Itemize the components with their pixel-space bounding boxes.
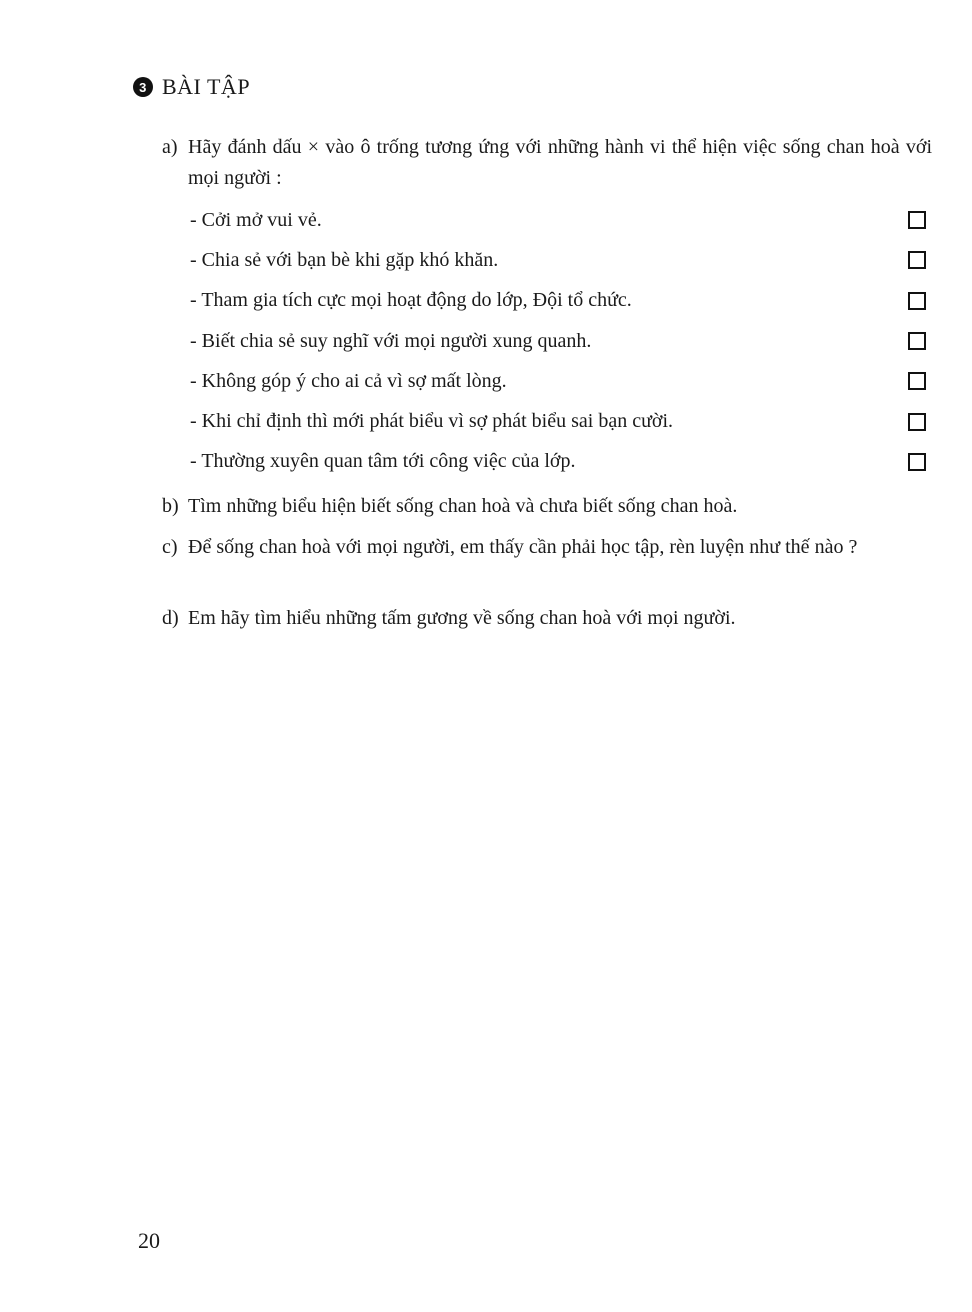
answer-checkbox[interactable] <box>908 211 926 229</box>
page-number: 20 <box>138 1228 160 1253</box>
list-item <box>190 321 928 361</box>
list-item <box>190 401 928 441</box>
section-title: BÀI TẬP <box>162 74 251 99</box>
item-text: - Không góp ý cho ai cả vì sợ mất lòng. <box>190 370 507 393</box>
exercise-d-text: Em hãy tìm hiểu những tấm gương về sống chan hoà với mọi người. <box>188 607 736 629</box>
list-item <box>190 281 928 321</box>
answer-checkbox[interactable] <box>908 292 926 310</box>
exercise-d-marker: d) <box>162 607 179 629</box>
exercise-b-marker: b) <box>162 495 179 517</box>
list-item <box>190 361 928 401</box>
list-item <box>190 240 928 280</box>
exercise-c <box>162 532 932 563</box>
answer-checkbox[interactable] <box>908 332 926 350</box>
item-text: - Thường xuyên quan tâm tới công việc của lớp. <box>190 450 575 473</box>
exercise-b <box>162 491 932 522</box>
list-item <box>190 200 928 240</box>
exercise-a-marker: a) <box>162 136 178 158</box>
item-text: - Biết chia sẻ suy nghĩ với mọi người xung quanh. <box>190 330 591 353</box>
exercise-c-marker: c) <box>162 536 178 558</box>
section-number-badge: 3 <box>133 77 153 97</box>
exercise-d <box>162 603 932 634</box>
item-text: - Cởi mở vui vẻ. <box>190 209 322 232</box>
item-text: - Khi chỉ định thì mới phát biểu vì sợ phát biểu sai bạn cười. <box>190 410 673 433</box>
item-text: - Chia sẻ với bạn bè khi gặp khó khăn. <box>190 249 498 272</box>
checkbox-list <box>190 200 928 482</box>
item-text: - Tham gia tích cực mọi hoạt động do lớp, Đội tổ chức. <box>190 289 632 312</box>
exercise-a-instruction: Hãy đánh dấu × vào ô trống tương ứng với những hành vi thể hiện việc sống chan hoà với mọi người : <box>188 136 932 189</box>
answer-checkbox[interactable] <box>908 251 926 269</box>
list-item <box>190 442 928 482</box>
answer-checkbox[interactable] <box>908 453 926 471</box>
section-heading <box>133 74 250 100</box>
exercise-c-text: Để sống chan hoà với mọi người, em thấy cần phải học tập, rèn luyện như thế nào ? <box>188 536 858 558</box>
answer-checkbox[interactable] <box>908 372 926 390</box>
exercise-b-text: Tìm những biểu hiện biết sống chan hoà và chưa biết sống chan hoà. <box>188 495 738 517</box>
exercise-a <box>162 132 932 194</box>
answer-checkbox[interactable] <box>908 413 926 431</box>
